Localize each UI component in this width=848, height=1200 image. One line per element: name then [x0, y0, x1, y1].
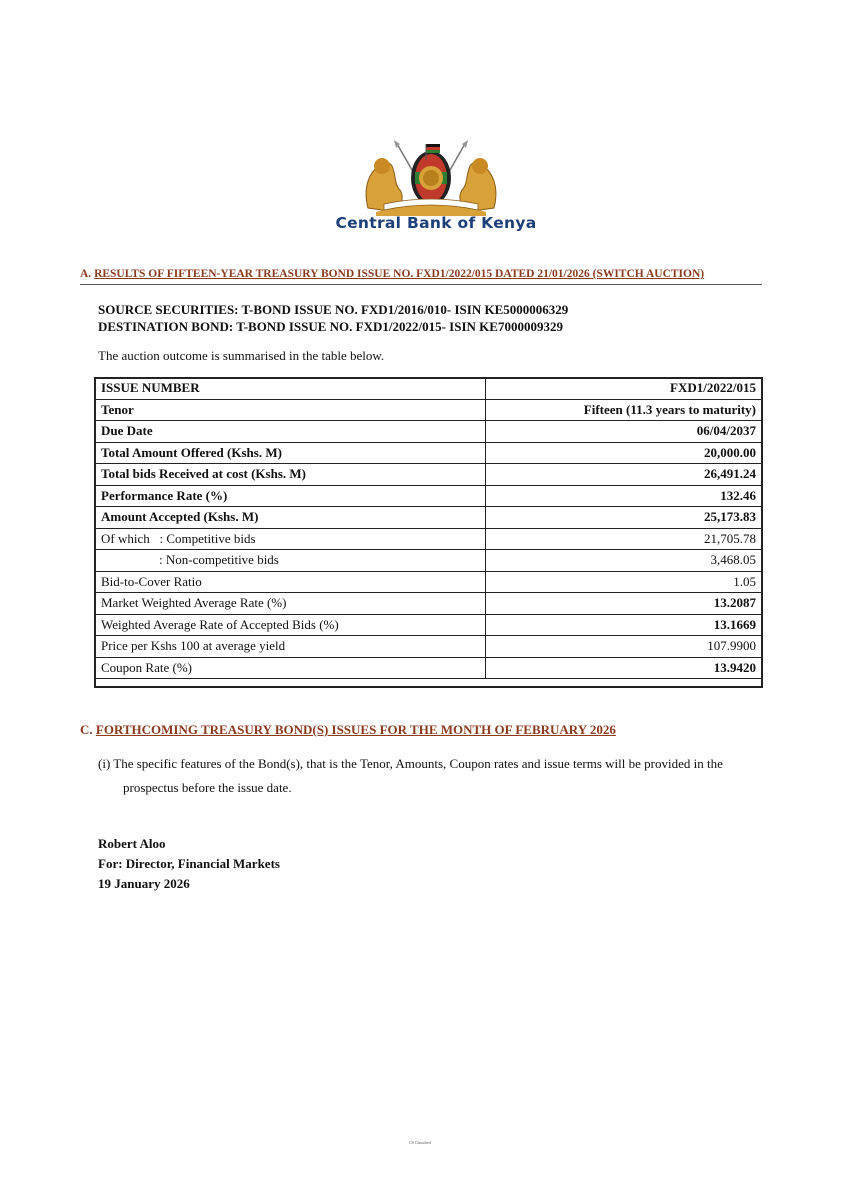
row-value: 20,000.00 [486, 442, 763, 464]
source-securities-line: SOURCE SECURITIES: T-BOND ISSUE NO. FXD1/2016/010- ISIN KE5000006329 [98, 302, 569, 317]
row-label: : Non-competitive bids [95, 550, 486, 572]
table-row [95, 657, 763, 679]
section-a-title: RESULTS OF FIFTEEN-YEAR TREASURY BOND ISSUE NO. FXD1/2022/015 DATED 21/01/2026 (SWITCH AUCTION) [94, 268, 705, 280]
table-row [95, 528, 763, 550]
row-value: 3,468.05 [486, 550, 763, 572]
table-row [95, 421, 763, 443]
table-row [95, 571, 763, 593]
table-row [95, 464, 763, 486]
row-label: Weighted Average Rate of Accepted Bids (%) [95, 614, 486, 636]
table-row [95, 442, 763, 464]
table-row [95, 636, 763, 658]
row-value: 26,491.24 [486, 464, 763, 486]
row-label: Performance Rate (%) [95, 485, 486, 507]
row-value: 107.9900 [486, 636, 763, 658]
auction-outcome-table [94, 377, 763, 679]
table-row [95, 378, 763, 400]
table-row [95, 614, 763, 636]
row-value: 13.1669 [486, 614, 763, 636]
row-value: 13.2087 [486, 593, 763, 615]
section-c-title: FORTHCOMING TREASURY BOND(S) ISSUES FOR THE MONTH OF FEBRUARY 2026 [95, 722, 616, 737]
row-label: Price per Kshs 100 at average yield [95, 636, 486, 658]
paragraph-line-2: prospectus before the issue date. [123, 780, 292, 795]
row-label: Bid-to-Cover Ratio [95, 571, 486, 593]
intro-text: The auction outcome is summarised in the table below. [98, 348, 385, 363]
row-value: 06/04/2037 [486, 421, 763, 443]
row-value: 1.05 [486, 571, 763, 593]
brand-name: Central Bank of Kenya [335, 214, 537, 232]
table-row [95, 485, 763, 507]
row-label: Amount Accepted (Kshs. M) [95, 507, 486, 529]
section-a-letter: A. [80, 268, 92, 280]
footer-mark: CS Classified [409, 1140, 431, 1145]
row-label: Total bids Received at cost (Kshs. M) [95, 464, 486, 486]
row-label: Market Weighted Average Rate (%) [95, 593, 486, 615]
row-value: Fifteen (11.3 years to maturity) [486, 399, 763, 421]
row-label: Tenor [95, 399, 486, 421]
table-row [95, 593, 763, 615]
row-value: 132.46 [486, 485, 763, 507]
section-c-letter: C. [80, 722, 93, 737]
row-value: 25,173.83 [486, 507, 763, 529]
signatory-name: Robert Aloo [98, 836, 166, 851]
kenya-coat-of-arms-icon [356, 138, 506, 218]
section-a-heading [80, 268, 762, 285]
table-row [95, 550, 763, 572]
row-value: 21,705.78 [486, 528, 763, 550]
row-label: Of which : Competitive bids [95, 528, 486, 550]
table-row [95, 399, 763, 421]
signature-date: 19 January 2026 [98, 876, 190, 891]
signature-block [98, 834, 280, 894]
section-c-paragraph [98, 752, 798, 800]
section-c-heading [80, 722, 616, 738]
row-label: Total Amount Offered (Kshs. M) [95, 442, 486, 464]
paragraph-line-1: (i) The specific features of the Bond(s), that is the Tenor, Amounts, Coupon rates and issue terms will be provided in the [98, 756, 723, 771]
signatory-role: For: Director, Financial Markets [98, 856, 280, 871]
row-label: ISSUE NUMBER [95, 378, 486, 400]
row-value: FXD1/2022/015 [486, 378, 763, 400]
row-value: 13.9420 [486, 657, 763, 679]
destination-bond-line: DESTINATION BOND: T-BOND ISSUE NO. FXD1/2022/015- ISIN KE7000009329 [98, 319, 563, 334]
table-row [95, 507, 763, 529]
row-label: Coupon Rate (%) [95, 657, 486, 679]
row-label: Due Date [95, 421, 486, 443]
